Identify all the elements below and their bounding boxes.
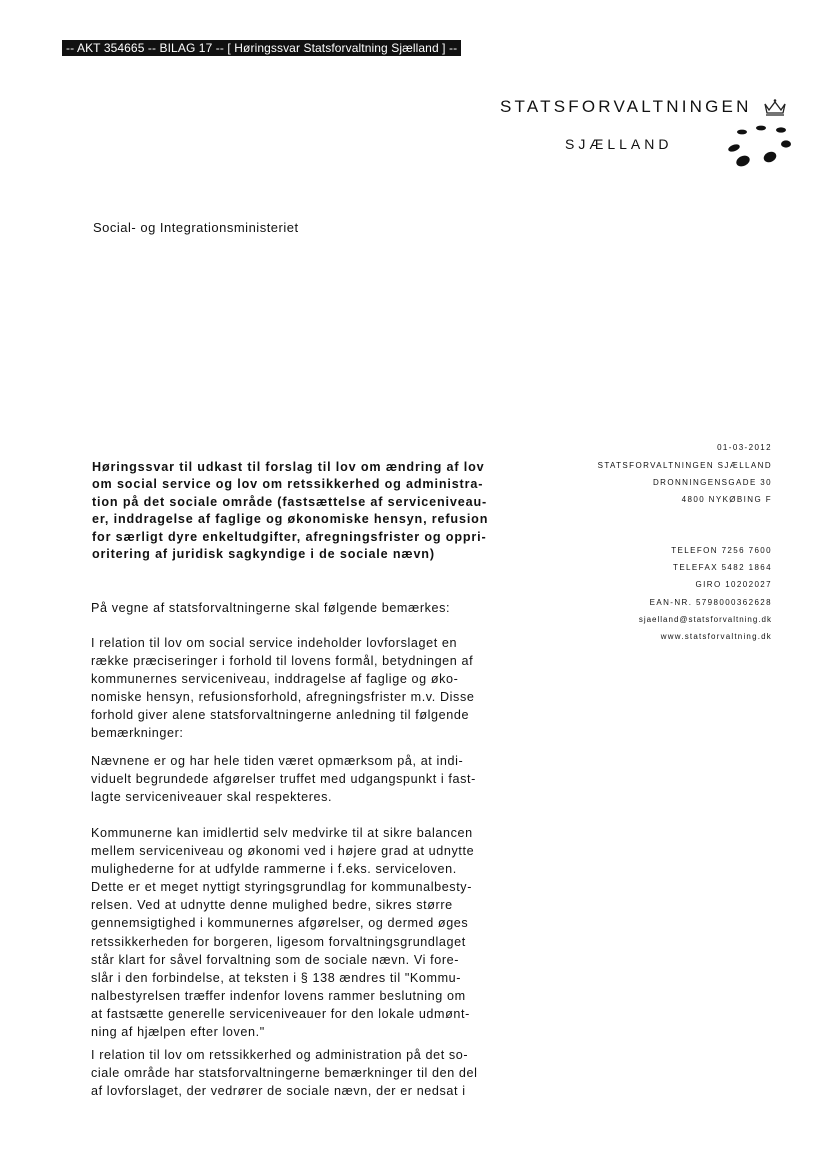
body-paragraph <box>91 599 541 617</box>
document-title <box>92 459 542 563</box>
sender-phone: TELEFON 7256 7600 <box>671 546 772 555</box>
body-line: gennemsigtighed i kommunernes afgørelser, og dermed øges <box>91 916 469 931</box>
body-line: I relation til lov om retssikkerhed og administration på det so- <box>91 1048 469 1062</box>
sender-giro: GIRO 10202027 <box>695 580 772 589</box>
sender-name: STATSFORVALTNINGEN SJÆLLAND <box>597 461 772 470</box>
body-line: af lovforslaget, der vedrører de sociale nævn, der er nedsat i <box>91 1084 466 1099</box>
title-line: Høringssvar til udkast til forslag til lov om ændring af lov <box>92 460 485 474</box>
body-line: På vegne af statsforvaltningerne skal følgende bemærkes: <box>91 601 451 615</box>
body-line: Nævnene er og har hele tiden været opmærksom på, at indi- <box>91 754 464 768</box>
body-line: ning af hjælpen efter loven." <box>91 1025 265 1040</box>
body-line: lagte serviceniveauer skal respekteres. <box>91 790 333 805</box>
body-line: ciale område har statsforvaltningerne bemærkninger til den del <box>91 1066 478 1081</box>
body-line: nalbestyrelsen træffer indenfor lovens rammer beslutning om <box>91 988 466 1003</box>
body-paragraph <box>91 824 541 1041</box>
sender-ean: EAN-NR. 5798000362628 <box>649 598 772 607</box>
body-line: mellem serviceniveau og økonomi ved i højere grad at udnytte <box>91 844 475 859</box>
title-line: tion på det sociale område (fastsættelse af serviceniveau- <box>92 494 488 509</box>
body-line: bemærkninger: <box>91 726 184 741</box>
body-line: nomiske hensyn, refusionsforhold, afregningsfrister m.v. Disse <box>91 690 475 705</box>
sender-fax: TELEFAX 5482 1864 <box>673 563 772 572</box>
body-paragraph <box>91 1046 541 1100</box>
body-line: retssikkerheden for borgeren, ligesom forvaltningsgrundlaget <box>91 934 466 949</box>
body-line: Kommunerne kan imidlertid selv medvirke til at sikre balancen <box>91 826 473 840</box>
body-line: slår i den forbindelse, at teksten i § 138 ændres til "Kommu- <box>91 970 462 985</box>
sender-web: www.statsforvaltning.dk <box>660 632 772 641</box>
body-paragraph <box>91 752 541 806</box>
logo-dots-icon <box>726 124 796 168</box>
body-line: står klart for såvel forvaltning som de sociale nævn. Vi fore- <box>91 952 460 967</box>
crown-icon <box>762 98 788 116</box>
title-line: oritering af juridisk sagkyndige i de sociale nævn) <box>92 547 435 562</box>
title-line: for særligt dyre enkeltudgifter, afregningsfrister og oppri- <box>92 529 487 544</box>
body-line: mulighederne for at udfylde rammerne i f.eks. serviceloven. <box>91 862 457 877</box>
body-line: relsen. Ved at udnytte denne mulighed bedre, sikres større <box>91 898 453 913</box>
body-paragraph <box>91 634 541 743</box>
title-line: er, inddragelse af faglige og økonomiske hensyn, refusion <box>92 512 489 527</box>
sender-city: 4800 NYKØBING F <box>681 495 772 504</box>
body-line: viduelt begrundede afgørelser truffet med udgangspunkt i fast- <box>91 772 476 787</box>
sender-date: 01-03-2012 <box>717 443 772 452</box>
org-name: STATSFORVALTNINGEN <box>500 97 752 116</box>
sender-street: DRONNINGENSGADE 30 <box>653 478 772 487</box>
body-line: række præciseringer i forhold til lovens formål, betydningen af <box>91 654 474 669</box>
sender-email: sjaelland@statsforvaltning.dk <box>638 615 772 624</box>
recipient: Social- og Integrationsministeriet <box>93 220 299 235</box>
body-line: forhold giver alene statsforvaltningerne anledning til følgende <box>91 708 470 723</box>
org-region: SJÆLLAND <box>565 136 673 152</box>
archive-stamp: -- AKT 354665 -- BILAG 17 -- [ Høringssvar Statsforvaltning Sjælland ] -- <box>62 40 461 56</box>
body-line: kommunernes serviceniveau, inddragelse af faglige og øko- <box>91 672 459 687</box>
body-line: at fastsætte generelle serviceniveauer for den lokale udmønt- <box>91 1006 470 1021</box>
body-line: Dette er et meget nyttigt styringsgrundlag for kommunalbesty- <box>91 880 472 895</box>
title-line: om social service og lov om retssikkerhed og administra- <box>92 477 484 492</box>
body-line: I relation til lov om social service indeholder lovforslaget en <box>91 636 458 650</box>
